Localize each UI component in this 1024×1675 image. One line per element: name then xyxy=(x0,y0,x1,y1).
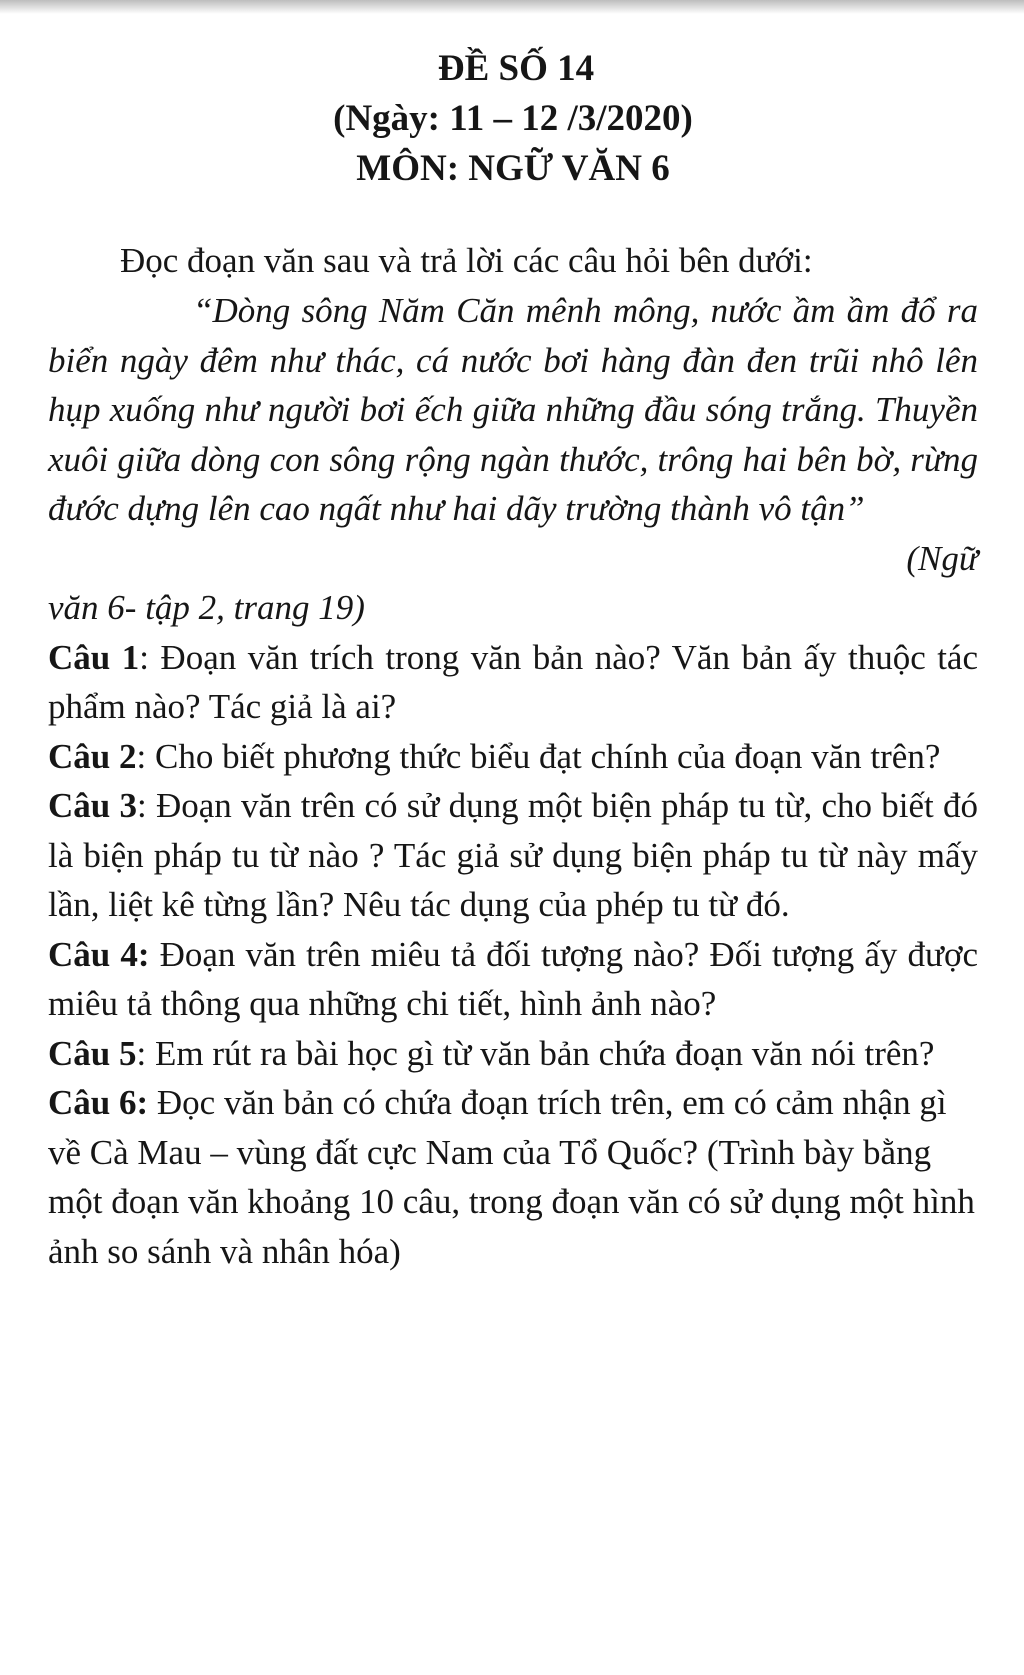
exam-subject: MÔN: NGỮ VĂN 6 xyxy=(356,148,670,189)
exam-date: (Ngày: 11 – 12 /3/2020) xyxy=(333,98,693,139)
question-text: : Đoạn văn trên có sử dụng một biện pháp tu từ, cho biết đó là biện pháp tu từ nào ? Tác giả sử dụng biện pháp tu từ này mấy lần, liệt kê từng lần? Nêu tác dụng của phép tu từ đó. xyxy=(48,786,978,924)
source-part-2: văn 6- tập 2, trang 19) xyxy=(48,588,365,627)
question-text: : Em rút ra bài học gì từ văn bản chứa đoạn văn nói trên? xyxy=(136,1033,935,1073)
question-text: : Đoạn văn trích trong văn bản nào? Văn bản ấy thuộc tác phẩm nào? Tác giả là ai? xyxy=(48,637,979,726)
passage-text: “Dòng sông Năm Căn mênh mông, nước ầm ầm đổ ra biển ngày đêm như thác, cá nước bơi hàng đàn đen trũi nhô lên hụp xuống như người bơi ếch giữa những đầu sóng trắng. Thuyền xuôi giữa dòng con sông rộng ngàn thước, trông hai bên bờ, rừng đước dựng lên cao ngất như hai dãy trường thành vô tận” xyxy=(48,291,978,528)
question-text: Đoạn văn trên miêu tả đối tượng nào? Đối tượng ấy được miêu tả thông qua những chi tiết, hình ảnh nào? xyxy=(48,934,978,1023)
source-part-1: (Ngữ xyxy=(906,538,978,578)
question-6 xyxy=(48,1078,978,1276)
question-text: : Cho biết phương thức biểu đạt chính của đoạn văn trên? xyxy=(136,736,941,776)
question-label: Câu 2 xyxy=(48,736,137,776)
question-label: Câu 1 xyxy=(48,637,140,677)
question-3 xyxy=(48,781,978,930)
instruction-text: Đọc đoạn văn sau và trả lời các câu hỏi bên dưới: xyxy=(120,241,813,280)
question-label: Câu 4: xyxy=(48,934,150,974)
top-shadow xyxy=(0,0,1024,14)
exam-title: ĐỀ SỐ 14 xyxy=(437,48,595,89)
question-label: Câu 3 xyxy=(48,786,137,825)
question-2 xyxy=(48,732,978,782)
question-label: Câu 6: xyxy=(48,1083,149,1122)
passage-source xyxy=(48,534,978,633)
document-page xyxy=(48,44,978,1276)
question-text: Đọc văn bản có chứa đoạn trích trên, em có cảm nhận gì về Cà Mau – vùng đất cực Nam của Tổ Quốc? (Trình bày bằng một đoạn văn khoảng 10 câu, trong đoạn văn có sử dụng một hình ảnh so sánh và nhân hóa) xyxy=(48,1083,975,1271)
question-5 xyxy=(48,1029,978,1079)
question-label: Câu 5 xyxy=(48,1033,137,1073)
question-1 xyxy=(48,633,978,732)
question-4 xyxy=(48,930,978,1029)
document-header xyxy=(48,44,978,194)
